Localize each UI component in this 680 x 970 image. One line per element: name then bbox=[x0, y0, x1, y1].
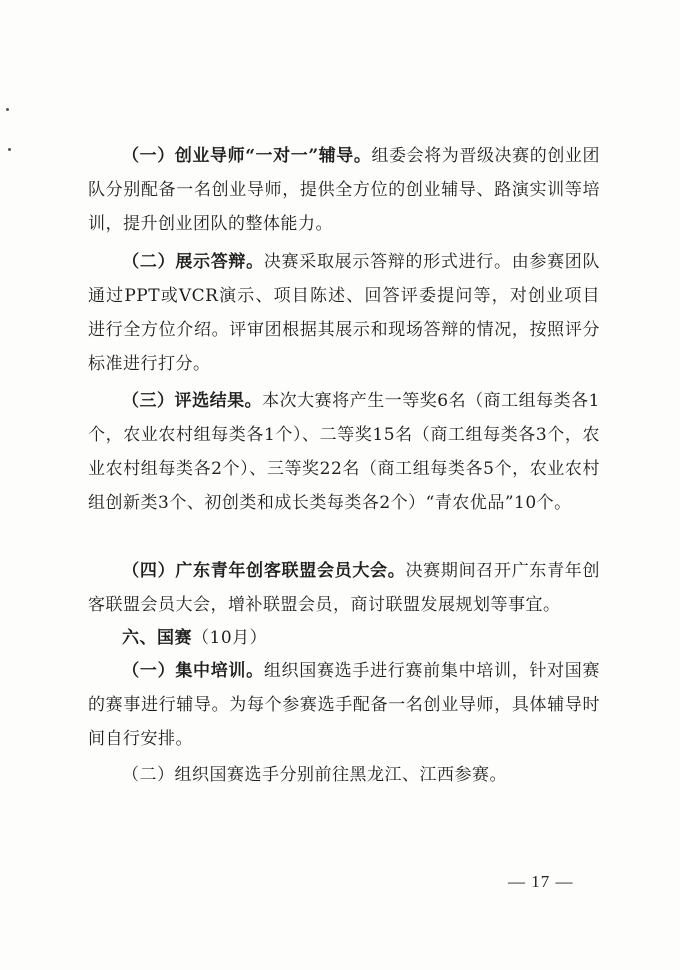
paragraph-presentation-defense bbox=[88, 245, 600, 381]
paragraph-mentor-guidance bbox=[88, 139, 600, 241]
paragraph-heading: （三）评选结果。 bbox=[122, 391, 263, 411]
paragraph-centralized-training bbox=[88, 654, 600, 756]
paragraph-competition-travel bbox=[88, 758, 600, 792]
paragraph-text: 组委会将为晋级决赛的创业团队分别配备一名创业导师，提供全方位的创业辅导、路演实训等培训，提升创业团队的整体能力。 bbox=[88, 146, 600, 234]
paragraph-heading: （一）集中培训。 bbox=[122, 661, 264, 681]
scan-speck bbox=[8, 148, 11, 151]
scan-speck bbox=[6, 108, 9, 111]
paragraph-heading: （四）广东青年创客联盟会员大会。 bbox=[122, 561, 406, 581]
paragraph-text: 组织国赛选手进行赛前集中培训，针对国赛的赛事进行辅导。为每个参赛选手配备一名创业导师，具体辅导时间自行安排。 bbox=[88, 661, 601, 749]
paragraph-results bbox=[88, 384, 600, 520]
paragraph-alliance-meeting bbox=[88, 554, 600, 622]
section-heading-national bbox=[88, 621, 600, 655]
paragraph-heading: （二）展示答辩。 bbox=[122, 252, 264, 272]
paragraph-text: 决赛期间召开广东青年创客联盟会员大会，增补联盟会员，商讨联盟发展规划等事宜。 bbox=[88, 561, 601, 615]
section-heading-date: （10月） bbox=[192, 628, 268, 648]
paragraph-heading: （一）创业导师“一对一”辅导。 bbox=[122, 146, 372, 166]
paragraph-text: （二）组织国赛选手分别前往黑龙江、江西参赛。 bbox=[122, 765, 507, 785]
section-heading: 六、国赛 bbox=[122, 628, 192, 648]
page-number: — 17 — bbox=[508, 872, 574, 891]
paragraph-text: 本次大赛将产生一等奖6名（商工组每类各1个，农业农村组每类各1个）、二等奖15名（商工组每类各3个，农业农村组每类各2个）、三等奖22名（商工组每类各5个，农业农村组创新类3个、初创类和成长类每类各2个）“青农优品”10个。 bbox=[88, 391, 600, 513]
paragraph-text: 决赛采取展示答辩的形式进行。由参赛团队通过PPT或VCR演示、项目陈述、回答评委提问等，对创业项目进行全方位介绍。评审团根据其展示和现场答辩的情况，按照评分标准进行打分。 bbox=[88, 252, 601, 374]
